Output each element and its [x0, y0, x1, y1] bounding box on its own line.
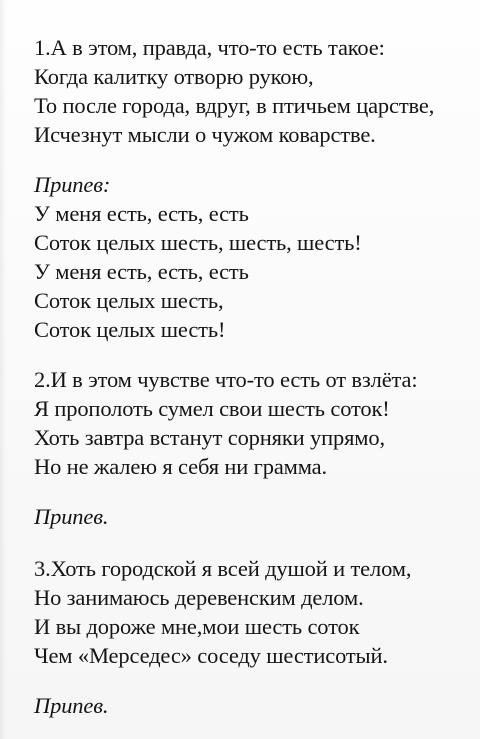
verse-3-line-3: И вы дороже мне,мои шесть соток [34, 614, 360, 639]
chorus-line-3: У меня есть, есть, есть [34, 259, 249, 284]
chorus-line-2: Соток целых шесть, шесть, шесть! [34, 230, 362, 255]
verse-2-line-3: Хоть завтра встанут сорняки упрямо, [34, 425, 385, 450]
chorus-reference-1: Припев. [34, 504, 109, 529]
verse-2-line-1: 2.И в этом чувстве что-то есть от взлёта: [34, 367, 418, 392]
verse-3-line-1: 3.Хоть городской я всей душой и телом, [34, 556, 412, 581]
verse-1-line-1: 1.А в этом, правда, что-то есть такое: [34, 35, 385, 60]
scan-edge-shadow [0, 0, 6, 739]
chorus-line-4: Соток целых шесть, [34, 288, 224, 313]
verse-3-line-4: Чем «Мерседес» соседу шестисотый. [34, 643, 388, 668]
chorus-line-5: Соток целых шесть! [34, 317, 226, 342]
verse-2-line-4: Но не жалею я себя ни грамма. [34, 454, 327, 479]
verse-2-line-2: Я прополоть сумел свои шесть соток! [34, 396, 390, 421]
verse-3-line-2: Но занимаюсь деревенским делом. [34, 585, 364, 610]
verse-1-line-4: Исчезнут мысли о чужом коварстве. [34, 122, 376, 147]
verse-1-line-2: Когда калитку отворю рукою, [34, 64, 314, 89]
chorus-line-1: У меня есть, есть, есть [34, 201, 249, 226]
chorus-reference-2: Припев. [34, 693, 109, 718]
verse-1-line-3: То после города, вдруг, в птичьем царстве, [34, 93, 435, 118]
chorus-label: Припев: [34, 172, 111, 197]
